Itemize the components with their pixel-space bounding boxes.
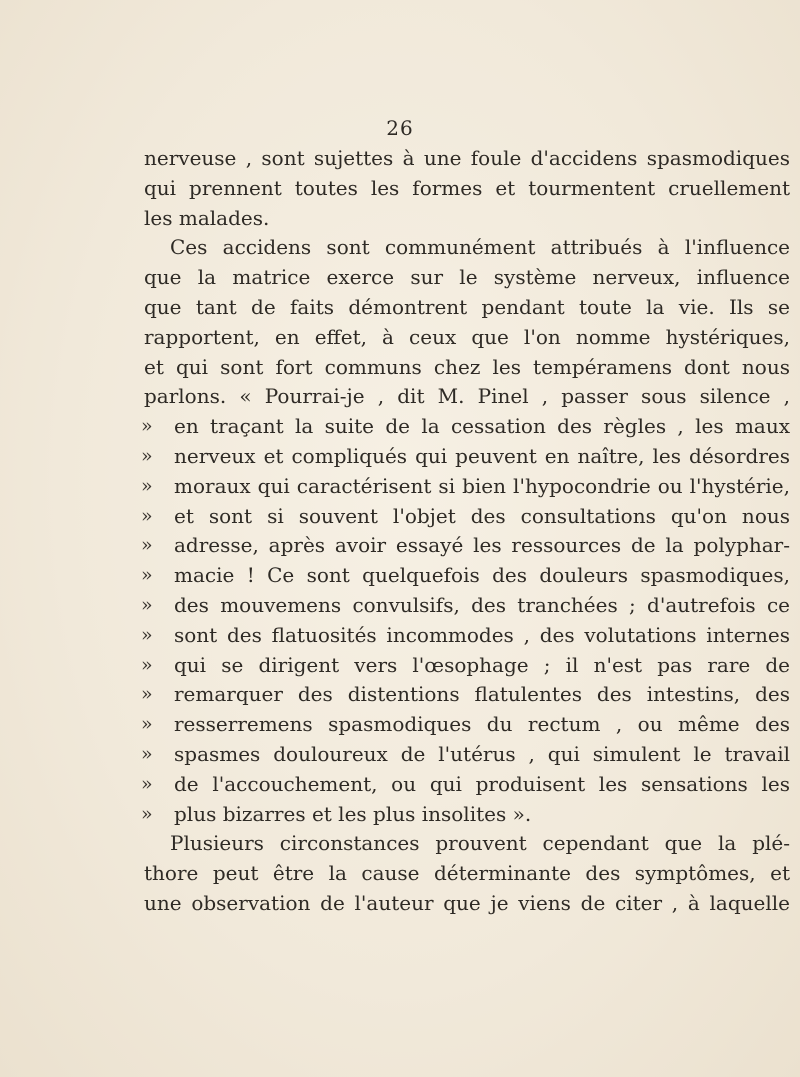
- text-line: [0, 889, 800, 919]
- quote-mark: »: [141, 474, 153, 497]
- line-text: remarquer des distentions flatulentes des intestins, des: [174, 682, 790, 707]
- text-line: [0, 591, 800, 621]
- text-line: [0, 770, 800, 800]
- line-text: que la matrice exerce sur le système nerveux, influence: [144, 265, 790, 290]
- page-number: 26: [386, 116, 414, 140]
- line-text: nerveux et compliqués qui peuvent en naître, les désordres: [174, 443, 790, 468]
- quote-mark: »: [141, 564, 153, 587]
- line-text: rapportent, en effet, à ceux que l'on nomme hystériques,: [144, 324, 790, 349]
- line-text: et qui sont fort communs chez les tempéramens dont nous: [144, 354, 790, 379]
- text-line: [0, 829, 800, 859]
- line-text: sont des flatuosités incommodes , des volutations internes: [174, 622, 790, 647]
- quote-mark: »: [141, 593, 153, 616]
- text-line: [0, 233, 800, 263]
- quote-mark: »: [141, 802, 153, 825]
- text-line: [0, 680, 800, 710]
- text-line: [0, 353, 800, 383]
- text-line: [0, 293, 800, 323]
- text-line: [0, 412, 800, 442]
- text-line: [0, 174, 800, 204]
- line-text: des mouvemens convulsifs, des tranchées ; d'autrefois ce: [174, 592, 790, 617]
- text-line: [0, 651, 800, 681]
- line-text: qui prennent toutes les formes et tourmentent cruellement: [144, 175, 790, 200]
- line-text: en traçant la suite de la cessation des règles , les maux: [174, 414, 790, 439]
- body-text: [0, 144, 800, 919]
- line-text: qui se dirigent vers l'œsophage ; il n'est pas rare de: [174, 652, 790, 677]
- text-line: [0, 502, 800, 532]
- line-text: une observation de l'auteur que je viens de citer , à laquelle: [144, 890, 790, 915]
- quote-mark: »: [141, 415, 153, 438]
- line-text: Ces accidens sont communément attribués à l'influence: [170, 235, 790, 260]
- text-line: [0, 859, 800, 889]
- quote-mark: »: [141, 683, 153, 706]
- line-text: macie ! Ce sont quelquefois des douleurs spasmodiques,: [174, 563, 790, 588]
- text-line: [0, 621, 800, 651]
- text-line: [0, 144, 800, 174]
- line-text: et sont si souvent l'objet des consultations qu'on nous: [174, 503, 790, 528]
- quote-mark: »: [141, 444, 153, 467]
- line-text: nerveuse , sont sujettes à une foule d'accidens spasmodiques: [144, 146, 790, 170]
- line-text: resserremens spasmodiques du rectum , ou même des: [174, 712, 790, 737]
- quote-mark: »: [141, 653, 153, 676]
- quote-mark: »: [141, 623, 153, 646]
- text-line: [0, 263, 800, 293]
- quote-mark: »: [141, 772, 153, 795]
- quote-mark: »: [141, 534, 153, 557]
- quote-mark: »: [141, 504, 153, 527]
- text-line: [0, 323, 800, 353]
- line-text: parlons. « Pourrai-je , dit M. Pinel , passer sous silence ,: [144, 384, 790, 409]
- line-text: Plusieurs circonstances prouvent cependant que la plé-: [170, 831, 790, 856]
- line-text: spasmes douloureux de l'utérus , qui simulent le travail: [174, 741, 790, 766]
- line-text: adresse, après avoir essayé les ressources de la polyphar-: [174, 533, 790, 558]
- text-line: [0, 800, 800, 830]
- text-line: [0, 204, 800, 234]
- line-text: de l'accouchement, ou qui produisent les sensations les: [174, 771, 790, 796]
- text-line: [0, 710, 800, 740]
- text-line: [0, 740, 800, 770]
- line-text: plus bizarres et les plus insolites ».: [174, 801, 532, 826]
- quote-mark: »: [141, 742, 153, 765]
- text-line: [0, 382, 800, 412]
- text-line: [0, 561, 800, 591]
- line-text: thore peut être la cause déterminante des symptômes, et: [144, 861, 790, 886]
- line-text: les malades.: [144, 205, 270, 230]
- text-line: [0, 472, 800, 502]
- line-text: que tant de faits démontrent pendant toute la vie. Ils se: [144, 294, 790, 319]
- quote-mark: »: [141, 713, 153, 736]
- line-text: moraux qui caractérisent si bien l'hypocondrie ou l'hystérie,: [174, 473, 790, 498]
- text-line: [0, 531, 800, 561]
- text-line: [0, 442, 800, 472]
